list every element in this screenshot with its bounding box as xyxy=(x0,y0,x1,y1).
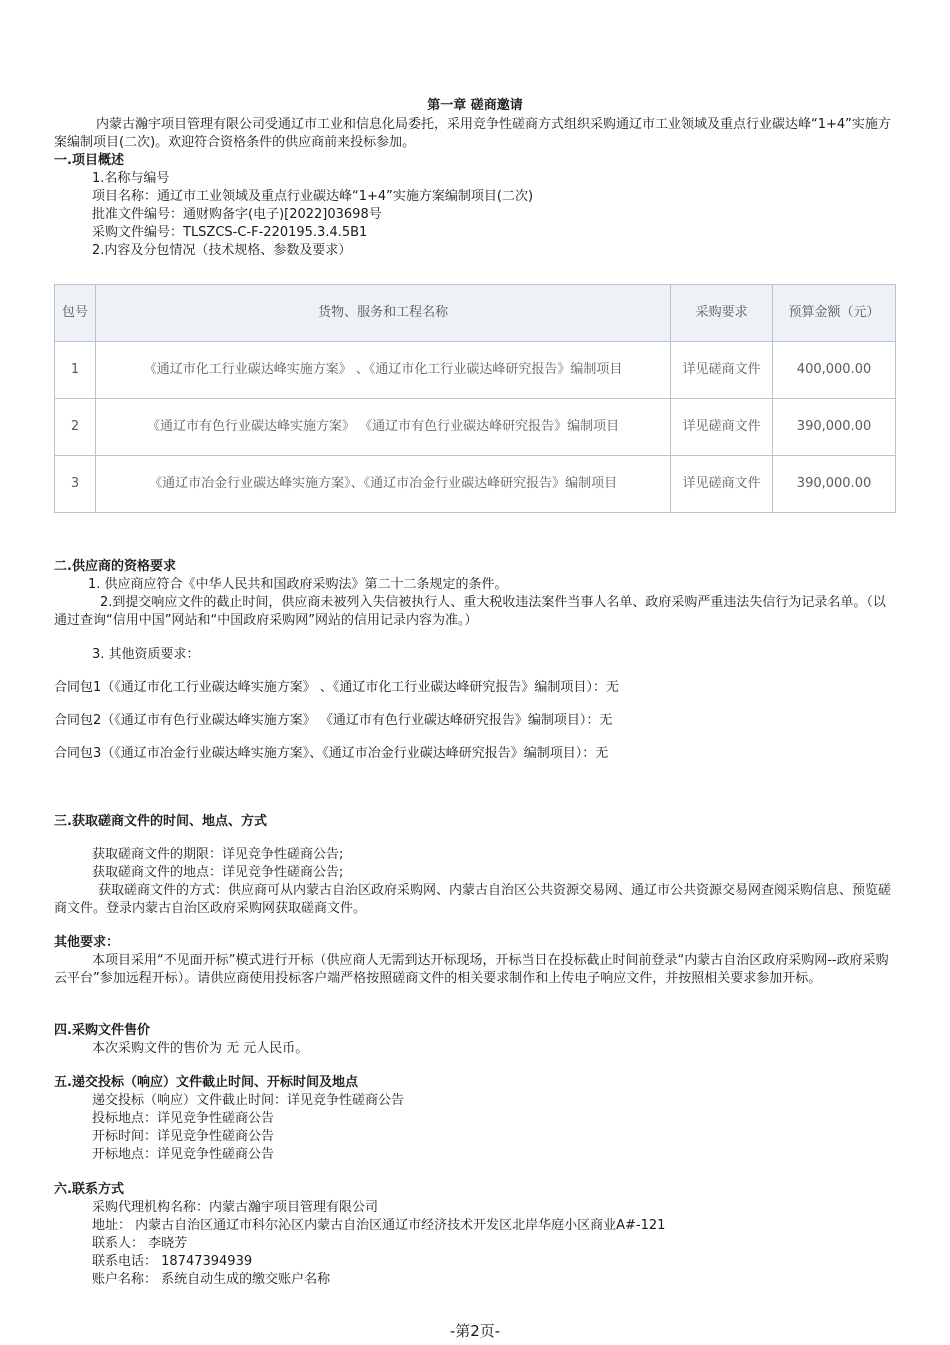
section-5-heading: 五.递交投标（响应）文件截止时间、开标时间及地点 xyxy=(54,1075,358,1090)
content-and-packages-label: 2.内容及分包情况（技术规格、参数及要求） xyxy=(92,243,352,258)
opening-place: 开标地点：详见竞争性磋商公告 xyxy=(92,1147,275,1162)
qualification-2: 2.到提交响应文件的截止时间，供应商未被列入失信被执行人、重大税收违法案件当事人名单、政府采购严重违法失信行为记录名单。（以通过查询“信用中国”网站和“中国政府采购网”网站的信用记录内容为准。） xyxy=(54,595,886,628)
section-1-heading: 一.项目概述 xyxy=(54,153,124,168)
opening-time: 开标时间：详见竞争性磋商公告 xyxy=(92,1129,275,1144)
agency-name: 采购代理机构名称：内蒙古瀚宇项目管理有限公司 xyxy=(92,1200,379,1215)
header-budget: 预算金额（元） xyxy=(773,285,896,342)
row-requirement: 详见磋商文件 xyxy=(671,399,773,456)
purchase-number: 采购文件编号：TLSZCS-C-F-220195.3.4.5B1 xyxy=(92,225,368,240)
account-name: 账户名称： 系统自动生成的缴交账户名称 xyxy=(92,1272,331,1287)
contact-person: 联系人： 李晓芳 xyxy=(92,1236,188,1251)
qualification-1: 1. 供应商应符合《中华人民共和国政府采购法》第二十二条规定的条件。 xyxy=(88,577,508,592)
agency-address: 地址： 内蒙古自治区通辽市科尔沁区内蒙古自治区通辽市经济技术开发区北岸华庭小区商业A#-121 xyxy=(92,1218,666,1233)
row-budget: 390,000.00 xyxy=(773,456,896,513)
obtain-method: 获取磋商文件的方式：供应商可从内蒙古自治区政府采购网、内蒙古自治区公共资源交易网、通辽市公共资源交易网查阅采购信息、预览磋商文件。登录内蒙古自治区政府采购网获取磋商文件。 xyxy=(54,883,892,916)
section-3-heading: 三.获取磋商文件的时间、地点、方式 xyxy=(54,814,267,829)
row-item-name: 《通辽市冶金行业碳达峰实施方案》、《通辽市冶金行业碳达峰研究报告》编制项目 xyxy=(95,456,670,513)
chapter-title: 第一章 磋商邀请 xyxy=(427,98,523,113)
submission-deadline: 递交投标（响应）文件截止时间：详见竞争性磋商公告 xyxy=(92,1093,405,1108)
section-2-heading: 二.供应商的资格要求 xyxy=(54,559,176,574)
package-1-requirement: 合同包1（《通辽市化工行业碳达峰实施方案》 、《通辽市化工行业碳达峰研究报告》编制项目）：无 xyxy=(54,680,619,695)
row-budget: 400,000.00 xyxy=(773,342,896,399)
row-item-name: 《通辽市有色行业碳达峰实施方案》 《通辽市有色行业碳达峰研究报告》编制项目 xyxy=(95,399,670,456)
name-and-number-label: 1.名称与编号 xyxy=(92,171,170,186)
bid-place: 投标地点：详见竞争性磋商公告 xyxy=(92,1111,275,1126)
qualification-3: 3. 其他资质要求： xyxy=(92,647,200,662)
table-row xyxy=(55,342,896,399)
row-budget: 390,000.00 xyxy=(773,399,896,456)
approval-number: 批准文件编号：通财购备字(电子)[2022]03698号 xyxy=(92,207,382,222)
header-item-name: 货物、服务和工程名称 xyxy=(95,285,670,342)
header-package-no: 包号 xyxy=(55,285,96,342)
document-price: 本次采购文件的售价为 无 元人民币。 xyxy=(92,1041,309,1056)
row-package-no: 1 xyxy=(55,342,96,399)
row-requirement: 详见磋商文件 xyxy=(671,456,773,513)
package-3-requirement: 合同包3（《通辽市冶金行业碳达峰实施方案》、《通辽市冶金行业碳达峰研究报告》编制项目）：无 xyxy=(54,746,609,761)
row-package-no: 2 xyxy=(55,399,96,456)
row-item-name: 《通辽市化工行业碳达峰实施方案》 、《通辽市化工行业碳达峰研究报告》编制项目 xyxy=(95,342,670,399)
table-header-row xyxy=(55,285,896,342)
package-table xyxy=(54,284,896,513)
project-name: 项目名称：通辽市工业领域及重点行业碳达峰“1+4”实施方案编制项目(二次) xyxy=(92,189,534,204)
obtain-place: 获取磋商文件的地点：详见竞争性磋商公告; xyxy=(92,865,344,880)
intro-paragraph: 内蒙古瀚宇项目管理有限公司受通辽市工业和信息化局委托，采用竞争性磋商方式组织采购通辽市工业领域及重点行业碳达峰“1+4”实施方案编制项目(二次)。欢迎符合资格条件的供应商前来投标参加。 xyxy=(54,117,891,150)
row-package-no: 3 xyxy=(55,456,96,513)
header-requirement: 采购要求 xyxy=(671,285,773,342)
section-4-heading: 四.采购文件售价 xyxy=(54,1023,150,1038)
table-row xyxy=(55,456,896,513)
obtain-period: 获取磋商文件的期限：详见竞争性磋商公告; xyxy=(92,847,344,862)
table-row xyxy=(55,399,896,456)
other-requirements-heading: 其他要求： xyxy=(54,935,120,950)
contact-phone: 联系电话： 18747394939 xyxy=(92,1254,253,1269)
other-requirements-text: 本项目采用“不见面开标”模式进行开标（供应商人无需到达开标现场，开标当日在投标截止时间前登录“内蒙古自治区政府采购网--政府采购云平台”参加远程开标）。请供应商使用投标客户端严格按照磋商文件的相关要求制作和上传电子响应文件，并按照相关要求参加开标。 xyxy=(54,953,889,986)
package-2-requirement: 合同包2（《通辽市有色行业碳达峰实施方案》 《通辽市有色行业碳达峰研究报告》编制项目）：无 xyxy=(54,713,613,728)
row-requirement: 详见磋商文件 xyxy=(671,342,773,399)
section-6-heading: 六.联系方式 xyxy=(54,1182,124,1197)
page-number: -第2页- xyxy=(449,1322,501,1340)
